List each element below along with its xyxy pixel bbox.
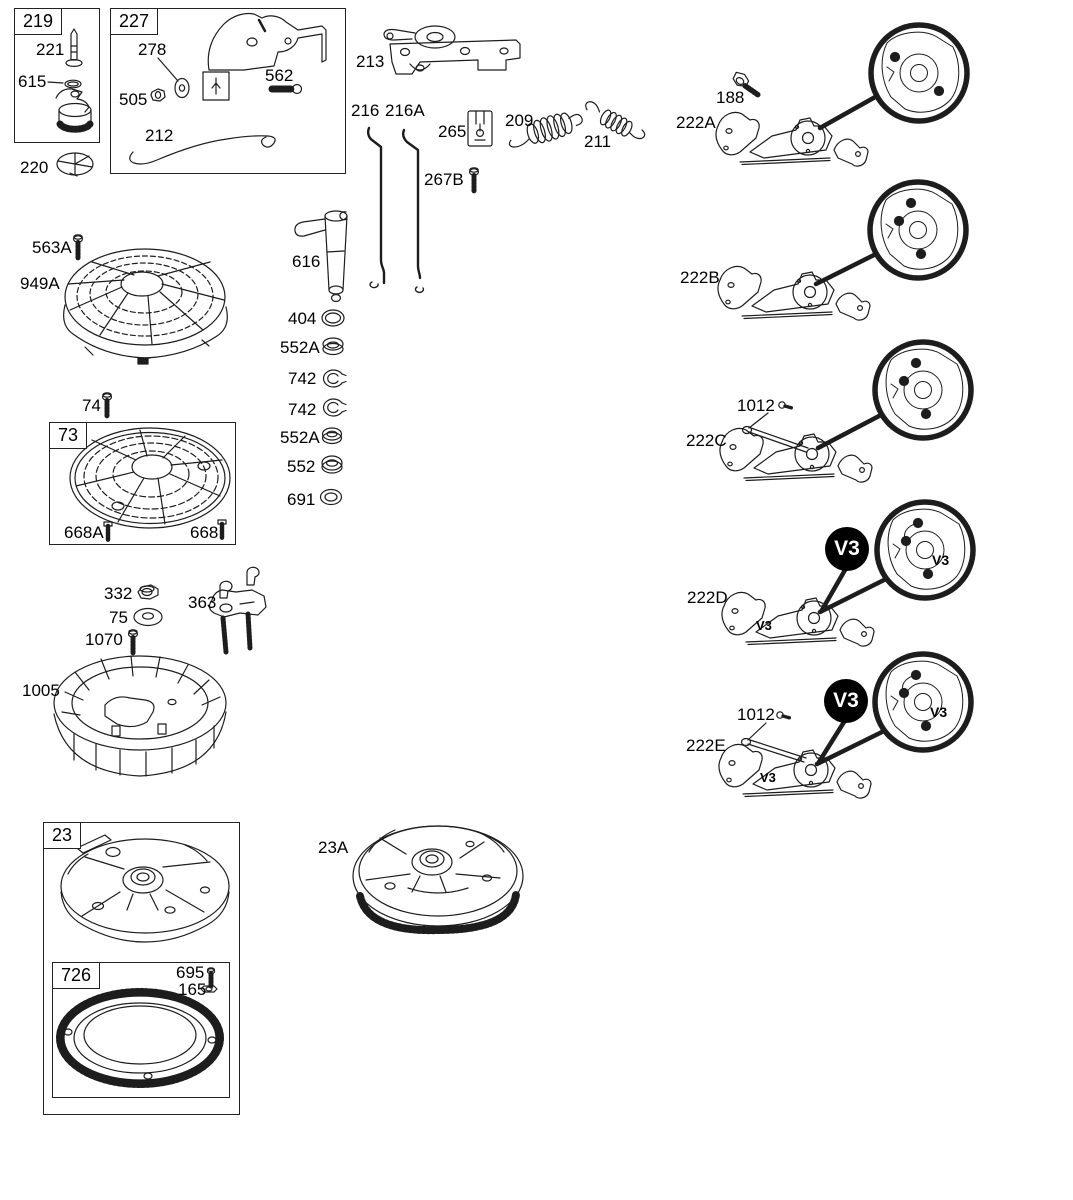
- bracket-363: [209, 567, 266, 652]
- part-label-363: 363: [188, 593, 217, 612]
- part-label-165: 165: [178, 980, 207, 999]
- group-label-73: 73: [49, 422, 87, 449]
- part-label-404: 404: [288, 309, 317, 328]
- flywheel-fan-1005: [54, 656, 226, 776]
- part-label-278: 278: [138, 40, 167, 59]
- part-label-1005: 1005: [22, 681, 60, 700]
- part-label-222C: 222C: [686, 431, 727, 450]
- part-label-188: 188: [716, 88, 745, 107]
- part-label-265: 265: [438, 122, 467, 141]
- part-label-563A: 563A: [32, 238, 72, 257]
- part-label-616: 616: [292, 252, 321, 271]
- part-label-562: 562: [265, 66, 294, 85]
- v3-marker-zoom-222E: V3: [930, 704, 948, 720]
- part-label-668A: 668A: [64, 523, 104, 542]
- flywheel-23A: [353, 826, 523, 930]
- paddle-220: [57, 153, 93, 176]
- assembly-222B: [718, 182, 966, 320]
- part-label-221: 221: [36, 40, 65, 59]
- part-label-212: 212: [145, 126, 174, 145]
- part-label-216: 216: [351, 101, 380, 120]
- group-label-219: 219: [14, 8, 62, 35]
- group-label-227: 227: [110, 8, 158, 35]
- v3-badge-222D: V3: [825, 527, 869, 571]
- part-label-23A: 23A: [318, 838, 349, 857]
- part-label-222D: 222D: [687, 588, 728, 607]
- part-label-695: 695: [176, 963, 205, 982]
- part-label-211: 211: [584, 132, 612, 151]
- part-label-74: 74: [82, 396, 101, 415]
- part-label-505: 505: [119, 90, 148, 109]
- assembly-222E: [719, 654, 971, 798]
- part-label-742-2: 742: [288, 400, 317, 419]
- governor-links: [368, 128, 423, 292]
- spring-anchor-265: [468, 111, 492, 146]
- v3-badge-222E: V3: [824, 679, 868, 723]
- group-label-23: 23: [43, 822, 81, 849]
- part-label-949A: 949A: [20, 274, 60, 293]
- part-label-75: 75: [109, 608, 128, 627]
- part-label-220: 220: [20, 158, 49, 177]
- part-label-267B: 267B: [424, 170, 464, 189]
- rotating-screen-949A: [64, 249, 228, 364]
- screw-1070: [129, 630, 138, 654]
- part-label-552A-2: 552A: [280, 428, 320, 447]
- part-label-552: 552: [287, 457, 316, 476]
- part-label-332: 332: [104, 584, 133, 603]
- v3-marker-zoom-222D: V3: [932, 552, 950, 568]
- part-label-222A: 222A: [676, 113, 716, 132]
- part-label-209: 209: [505, 111, 534, 130]
- part-label-1012-e: 1012: [737, 705, 775, 724]
- part-label-213: 213: [356, 52, 385, 71]
- part-label-691: 691: [287, 490, 316, 509]
- part-label-222B: 222B: [680, 268, 720, 287]
- part-label-1070: 1070: [85, 630, 123, 649]
- part-label-222E: 222E: [686, 736, 726, 755]
- group-label-726: 726: [52, 962, 100, 989]
- part-label-552A-1: 552A: [280, 338, 320, 357]
- screw-74: [103, 393, 112, 417]
- part-label-216A: 216A: [385, 101, 425, 120]
- screw-563A: [74, 235, 83, 259]
- v3-marker-inline-222E: V3: [760, 770, 776, 785]
- part-label-615: 615: [18, 72, 47, 91]
- part-label-668: 668: [190, 523, 219, 542]
- screw-267B: [470, 168, 479, 192]
- washer-stack: [321, 310, 347, 505]
- v3-marker-inline-222D: V3: [756, 618, 772, 633]
- bracket-213: [384, 26, 520, 74]
- part-label-742-1: 742: [288, 369, 317, 388]
- washer-75: [134, 609, 162, 626]
- nut-332: [138, 585, 158, 599]
- part-label-1012-c: 1012: [737, 396, 775, 415]
- assembly-222A: [716, 25, 967, 166]
